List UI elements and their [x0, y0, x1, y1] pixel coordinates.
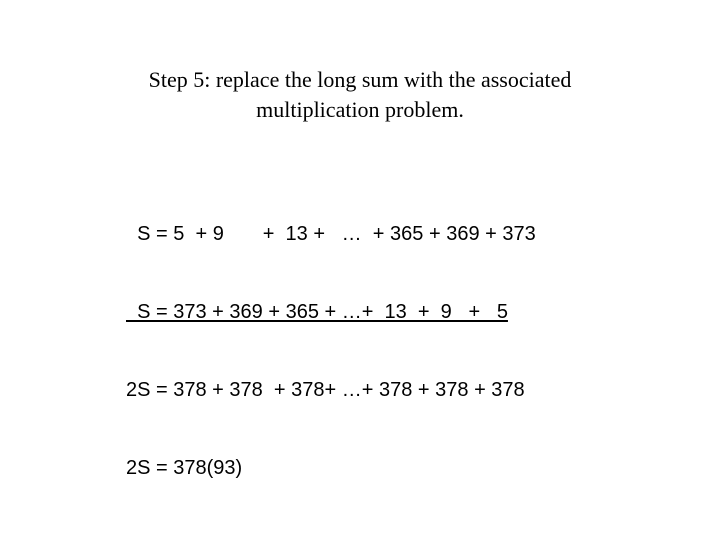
equation-multiplication: 2S = 378(93): [126, 457, 243, 479]
step-heading-line-1: Step 5: replace the long sum with the associated: [148, 67, 572, 92]
equation-sum-reversed: S = 373 + 369 + 365 + …+ 13 + 9 + 5: [126, 301, 508, 323]
step-heading-line-2: multiplication problem.: [256, 97, 464, 122]
equation-sum-doubled: 2S = 378 + 378 + 378+ …+ 378 + 378 + 378: [126, 379, 525, 401]
equation-block: [126, 169, 536, 533]
equation-sum-forward: S = 5 + 9 + 13 + … + 365 + 369 + 373: [126, 223, 536, 245]
step-heading: [0, 65, 720, 125]
